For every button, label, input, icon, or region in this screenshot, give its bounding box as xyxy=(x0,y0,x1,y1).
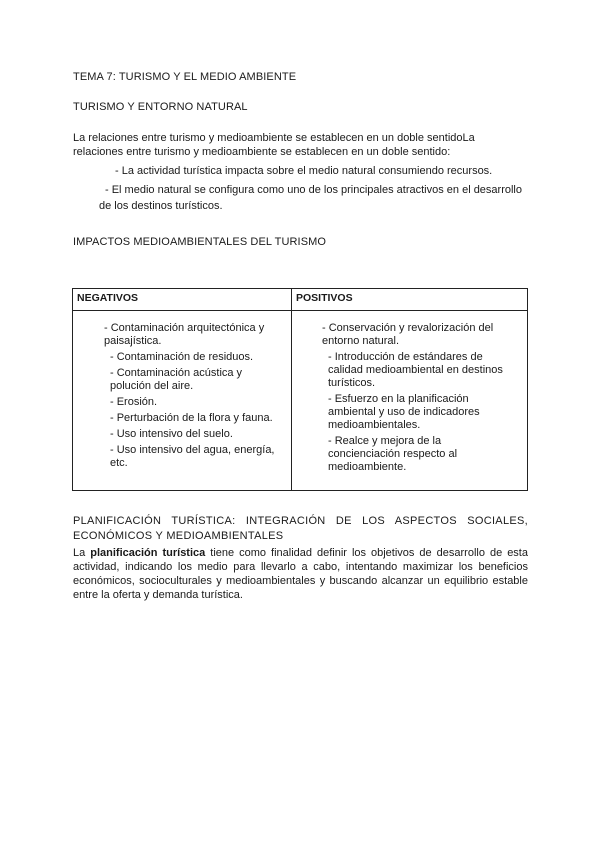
negativo-item: - Contaminación acústica y polución del aire. xyxy=(110,367,243,392)
negativo-item: - Erosión. xyxy=(110,396,158,408)
negativo-item: - Contaminación arquitectónica y paisajística. xyxy=(104,322,265,347)
negativo-item: - Uso intensivo del suelo. xyxy=(110,428,233,440)
positivo-item: - Introducción de estándares de calidad medioambiental en destinos turísticos. xyxy=(328,351,503,389)
section-title-turismo-entorno: TURISMO Y ENTORNO NATURAL xyxy=(73,101,248,113)
bullet-item-2: - El medio natural se configura como uno de los principales atractivos en el desarrollo de los destinos turísticos. xyxy=(99,184,522,212)
positivo-item: - Realce y mejora de la concienciación respecto al medioambiente. xyxy=(328,435,458,473)
negativo-item: - Contaminación de residuos. xyxy=(110,351,254,363)
positivo-item: - Conservación y revalorización del entorno natural. xyxy=(322,322,494,347)
positivos-header: POSITIVOS xyxy=(292,289,528,311)
negativos-cell xyxy=(73,311,292,491)
para-lead: La xyxy=(73,547,91,559)
bullet-item-1: - La actividad turística impacta sobre el medio natural consumiendo recursos. xyxy=(115,165,493,177)
para-rest: tiene como finalidad definir los objetivos de desarrollo de esta actividad, indicando los medio para llevarlo a cabo, intentando maximizar los beneficios económicos, socioculturales y medioambientales y buscando alcanzar un equilibrio estable entre la oferta y demanda turística. xyxy=(73,547,528,601)
impacts-table xyxy=(72,288,528,491)
positivos-cell xyxy=(292,311,528,491)
negativos-header: NEGATIVOS xyxy=(73,289,292,311)
intro-line-1: La relaciones entre turismo y medioambiente se establecen en un doble sentidoLa xyxy=(73,132,475,144)
planificacion-paragraph xyxy=(73,546,528,602)
section-title-impactos: IMPACTOS MEDIOAMBIENTALES DEL TURISMO xyxy=(73,236,327,248)
negativo-item: - Perturbación de la flora y fauna. xyxy=(110,412,273,424)
positivo-item: - Esfuerzo en la planificación ambiental y uso de indicadores medioambientales. xyxy=(328,393,480,431)
intro-line-2: relaciones entre turismo y medioambiente se establecen en un doble sentido: xyxy=(73,146,451,158)
tema-title: TEMA 7: TURISMO Y EL MEDIO AMBIENTE xyxy=(73,71,297,83)
para-bold-term: planificación turística xyxy=(90,547,206,559)
negativo-item: - Uso intensivo del agua, energía, etc. xyxy=(110,444,275,469)
section-title-planificacion: PLANIFICACIÓN TURÍSTICA: INTEGRACIÓN DE LOS ASPECTOS SOCIALES, ECONÓMICOS Y MEDIOAMBIENTALES xyxy=(73,515,528,542)
